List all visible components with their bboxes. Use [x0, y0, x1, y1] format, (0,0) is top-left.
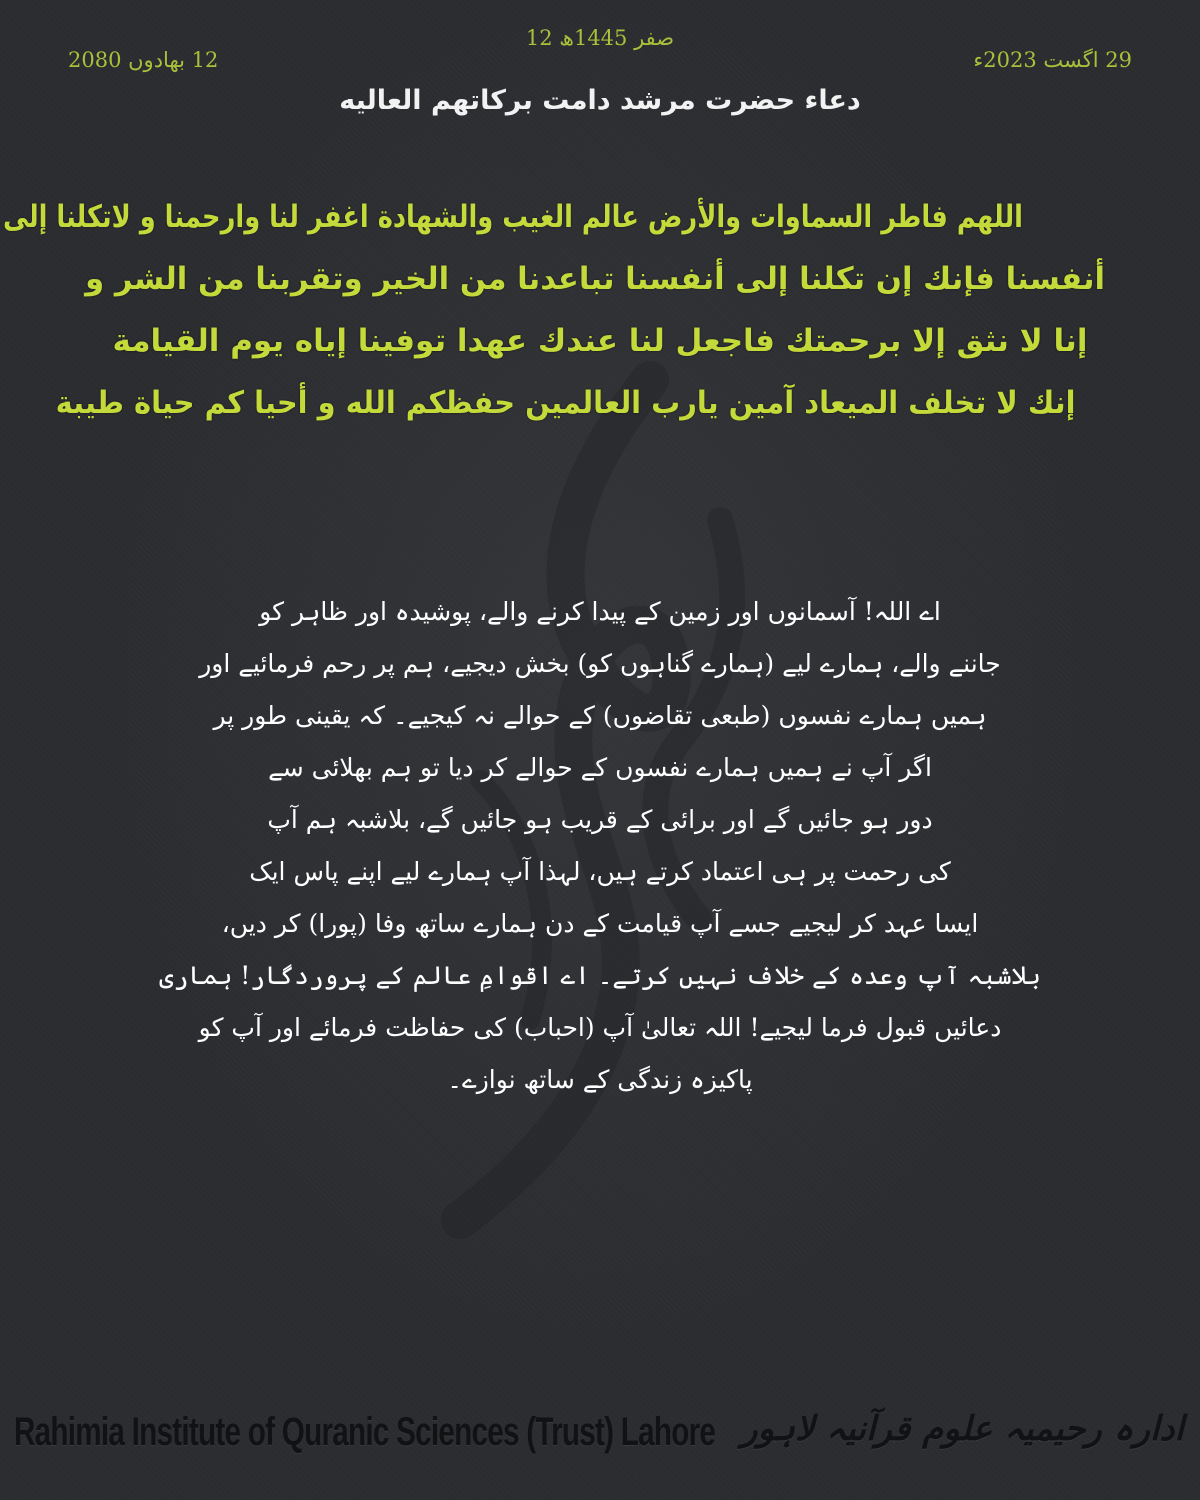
urdu-line: جاننے والے، ہمارے لیے (ہمارے گناہوں کو) بخش دیجیے، ہم پر رحم فرمائیے اور — [199, 649, 1001, 678]
footer — [0, 1402, 1200, 1482]
urdu-line: دعائیں قبول فرما لیجیے! اللہ تعالیٰ آپ (احباب) کی حفاظت فرمائے اور آپ کو — [198, 1013, 1002, 1042]
gregorian-date: 29 اگست 2023ء — [973, 48, 1132, 72]
institute-name: Rahimia Institute of Quranic Sciences (Trust) Lahore — [14, 1410, 716, 1454]
urdu-line: اگر آپ نے ہمیں ہمارے نفسوں کے حوالے کر دیا تو ہم بھلائی سے — [268, 753, 932, 782]
arabic-line: اللهم فاطر السماوات والأرض عالم الغيب والشهادة اغفر لنا وارحمنا و لاتكلنا إلى — [2, 199, 1023, 235]
urdu-translation — [150, 586, 1050, 1106]
urdu-line: ایسا عہد کر لیجیے جسے آپ قیامت کے دن ہمارے ساتھ وفا (پورا) کر دیں، — [221, 909, 979, 938]
page-title: دعاء حضرت مرشد دامت بركاتهم العاليه — [339, 85, 861, 116]
arabic-dua — [2, 186, 1110, 434]
urdu-line: ہمیں ہمارے نفسوں (طبعی تقاضوں) کے حوالے نہ کیجیے۔ کہ یقینی طور پر — [213, 701, 987, 730]
institute-logo: ادارہ رحیمیہ علوم قرآنیہ لاہور — [741, 1409, 1184, 1449]
urdu-line: اے اللہ! آسمانوں اور زمین کے پیدا کرنے والے، پوشیدہ اور ظاہر کو — [259, 597, 941, 626]
urdu-line: بلاشبہ آپ وعدہ کے خلاف نہیں کرتے۔ اے اقوامِ عالم کے پروردگار! ہماری — [159, 961, 1041, 990]
urdu-line: کی رحمت پر ہی اعتماد کرتے ہیں، لہذا آپ ہمارے لیے اپنے پاس ایک — [249, 857, 951, 886]
arabic-line: أنفسنا فإنك إن تكلنا إلى أنفسنا تباعدنا من الخير وتقربنا من الشر و — [85, 261, 1106, 297]
urdu-line: دور ہو جائیں گے اور برائی کے قریب ہو جائیں گے، بلاشبہ ہم آپ — [267, 805, 933, 834]
bikrami-date: 12 بھادوں 2080 — [68, 48, 219, 72]
hijri-date: 12 صفر 1445ھ — [525, 26, 675, 50]
arabic-line: إنك لا تخلف الميعاد آمين يارب العالمين حفظكم الله و أحيا كم حياة طيبة — [55, 385, 1076, 421]
urdu-line: پاکیزہ زندگی کے ساتھ نوازے۔ — [447, 1065, 753, 1094]
arabic-line: إنا لا نثق إلا برحمتك فاجعل لنا عندك عهدا توفينا إياه يوم القيامة — [112, 323, 1088, 359]
